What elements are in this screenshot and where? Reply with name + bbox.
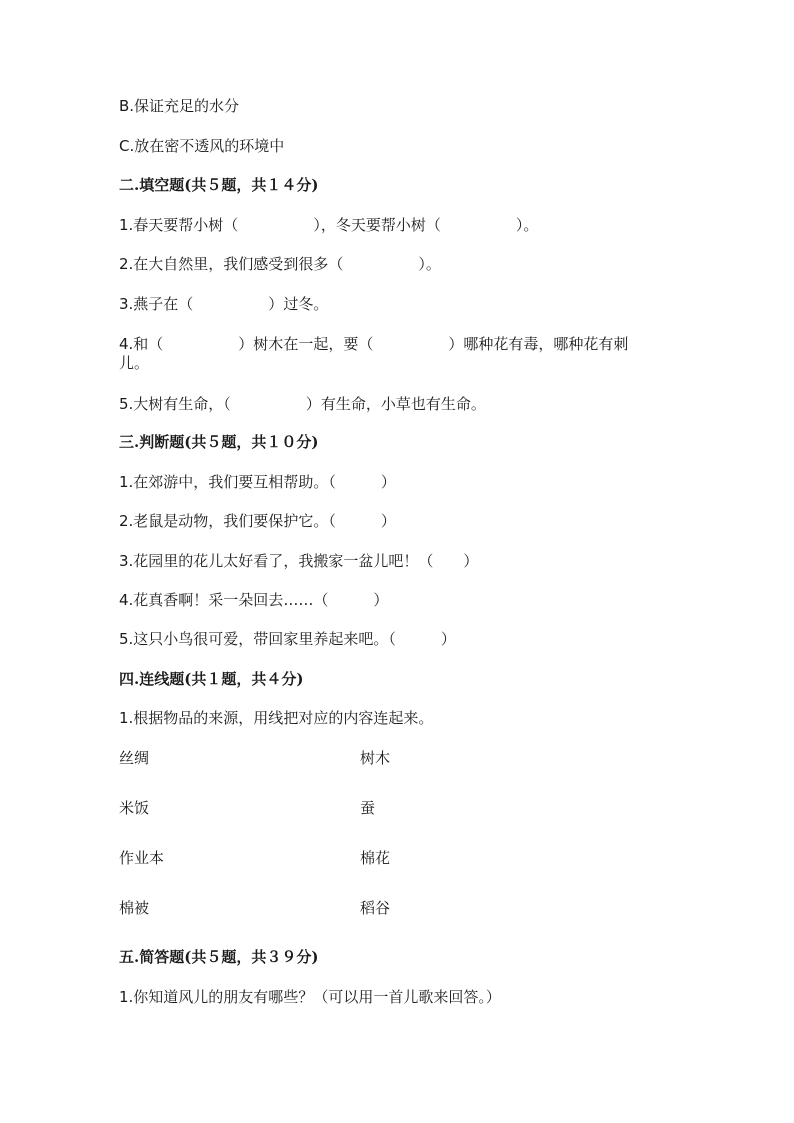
match-left-item: 棉被: [119, 899, 150, 917]
judge-question-5: 5.这只小鸟很可爱，带回家里养起来吧。（ ）: [119, 630, 456, 648]
match-right-item: 稻谷: [360, 899, 391, 917]
fill-question-4-line1: 4.和（ ）树木在一起，要（ ）哪种花有毒，哪种花有刺: [119, 335, 629, 353]
judge-question-2: 2.老鼠是动物，我们要保护它。（ ）: [119, 512, 396, 530]
section2-heading: 二.填空题(共５题，共１４分): [119, 176, 319, 194]
fill-question-1: 1.春天要帮小树（ ），冬天要帮小树（ ）。: [119, 216, 539, 234]
section5-heading: 五.简答题(共５题，共３９分): [119, 948, 319, 966]
match-right-item: 树木: [360, 749, 391, 767]
match-right-item: 棉花: [360, 849, 391, 867]
fill-question-2: 2.在大自然里，我们感受到很多（ ）。: [119, 255, 441, 273]
short-answer-question-1: 1.你知道风儿的朋友有哪些？（可以用一首儿歌来回答。）: [119, 988, 501, 1006]
fill-question-3: 3.燕子在（ ）过冬。: [119, 295, 329, 313]
option-c: C.放在密不透风的环境中: [119, 137, 285, 155]
fill-question-5: 5.大树有生命，（ ）有生命，小草也有生命。: [119, 395, 486, 413]
option-b: B.保证充足的水分: [119, 97, 240, 115]
match-right-item: 蚕: [360, 799, 376, 817]
section4-heading: 四.连线题(共１题，共４分): [119, 670, 304, 688]
judge-question-4: 4.花真香啊！采一朵回去……（ ）: [119, 591, 389, 609]
section3-heading: 三.判断题(共５题，共１０分): [119, 433, 319, 451]
judge-question-3: 3.花园里的花儿太好看了，我搬家一盆儿吧！（ ）: [119, 552, 479, 570]
judge-question-1: 1.在郊游中，我们要互相帮助。（ ）: [119, 473, 396, 491]
fill-question-4-line2: 儿。: [119, 354, 150, 372]
match-left-item: 作业本: [119, 849, 165, 867]
match-left-item: 米饭: [119, 799, 150, 817]
match-question-1: 1.根据物品的来源，用线把对应的内容连起来。: [119, 709, 434, 727]
match-left-item: 丝绸: [119, 749, 150, 767]
